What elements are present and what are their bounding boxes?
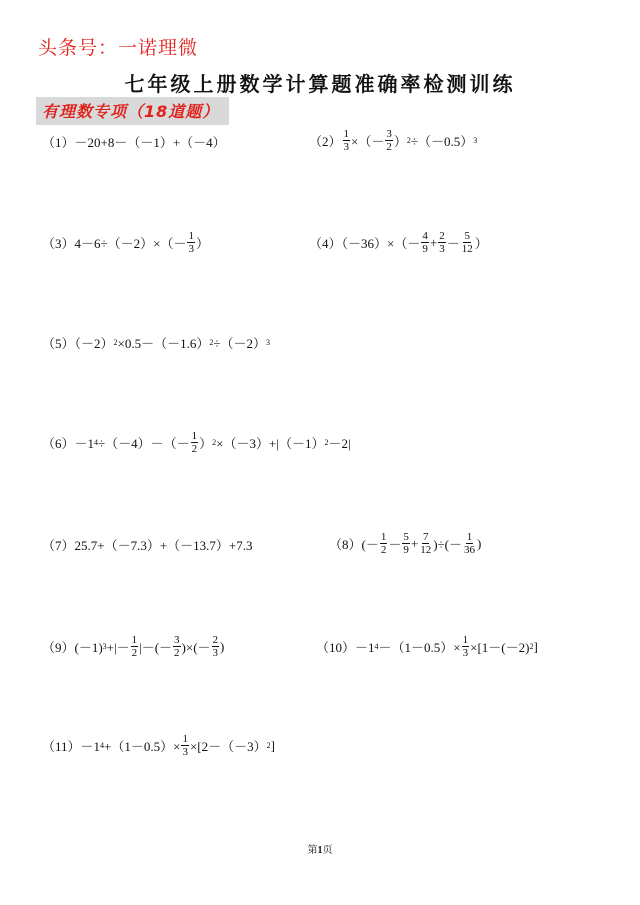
problem-4 xyxy=(309,230,488,255)
fraction-denominator: 3 xyxy=(439,243,445,255)
expression-text: )×(－ xyxy=(181,640,211,655)
expression-text: ） xyxy=(393,134,407,149)
fraction xyxy=(187,230,195,255)
fraction-numerator: 1 xyxy=(182,733,188,745)
fraction-numerator: 7 xyxy=(422,531,429,543)
expression-text: － xyxy=(446,236,460,251)
fraction-denominator: 2 xyxy=(174,647,180,659)
expression-text: ) xyxy=(477,535,482,551)
fraction-numerator: 1 xyxy=(131,634,138,646)
fraction-denominator: 12 xyxy=(461,243,473,255)
expression-text: + xyxy=(410,535,419,551)
exponent: 2 xyxy=(209,338,214,347)
fraction-numerator: 2 xyxy=(212,634,219,646)
fraction xyxy=(131,634,139,659)
expression-text: ÷（－4）－（－ xyxy=(98,436,190,451)
fraction-denominator: 9 xyxy=(403,544,409,556)
fraction-numerator: 5 xyxy=(464,230,470,242)
fraction-denominator: 3 xyxy=(212,647,219,659)
expression-text: ） xyxy=(474,236,488,251)
fraction xyxy=(181,733,189,758)
exponent: 3 xyxy=(266,338,270,347)
expression-text: )÷(－ xyxy=(433,537,462,552)
expression-text: ×（－ xyxy=(351,134,385,149)
expression-text: （9）(－1) xyxy=(42,640,103,655)
fraction-denominator: 36 xyxy=(464,544,475,556)
fraction-denominator: 3 xyxy=(188,243,194,255)
fraction xyxy=(463,531,476,556)
fraction-numerator: 1 xyxy=(466,531,473,543)
fraction-numerator: 1 xyxy=(191,430,198,442)
fraction-denominator: 9 xyxy=(422,243,428,255)
expression-text: －（1－0.5）× xyxy=(378,640,461,655)
exponent: 2 xyxy=(113,338,118,347)
expression-text: +|－ xyxy=(106,640,130,655)
fraction-numerator: 4 xyxy=(422,230,428,242)
fraction-numerator: 2 xyxy=(439,230,445,242)
expression-text: ×（－3）+|（－1） xyxy=(216,436,325,451)
fraction-denominator: 2 xyxy=(191,443,198,455)
fraction xyxy=(380,531,388,556)
fraction-denominator: 2 xyxy=(131,647,138,659)
expression-text: （2） xyxy=(309,134,342,149)
expression-text: （8）(－ xyxy=(329,537,379,552)
expression-text: |－(－ xyxy=(139,640,173,655)
fraction xyxy=(173,634,181,659)
exponent: 4 xyxy=(374,642,379,651)
expression-text: +（1－0.5）× xyxy=(104,739,181,754)
exponent: 2 xyxy=(266,741,271,750)
fraction-numerator: 5 xyxy=(403,531,409,543)
fraction-denominator: 3 xyxy=(343,141,350,153)
problem-10 xyxy=(316,634,538,659)
fraction-denominator: 2 xyxy=(386,141,392,153)
footer-suffix: 页 xyxy=(322,845,333,856)
expression-text: ×[2－（－3） xyxy=(189,739,267,754)
fraction xyxy=(402,531,410,556)
expression-text: ） xyxy=(195,236,209,251)
fraction-numerator: 3 xyxy=(174,634,180,646)
problem-1 xyxy=(42,132,226,151)
exponent: 3 xyxy=(102,642,107,651)
expression-text: ÷（－2） xyxy=(213,336,266,351)
fraction-denominator: 3 xyxy=(182,746,188,758)
problem-2 xyxy=(309,128,477,153)
problem-9 xyxy=(42,634,224,659)
expression-text: （4）（－36）×（－ xyxy=(309,236,421,251)
header-label: 头条号：一诺理微 xyxy=(38,37,199,59)
fraction xyxy=(462,634,470,659)
expression-text: ） xyxy=(199,436,213,451)
expression-text: （3）4－6÷（－2）×（－ xyxy=(42,236,187,251)
footer-page-number: 1 xyxy=(317,845,323,856)
problem-7 xyxy=(42,535,253,554)
exponent: 2 xyxy=(406,136,411,145)
expression-text: + xyxy=(429,234,438,250)
expression-text: （5）（－2） xyxy=(42,336,114,351)
exponent: 4 xyxy=(100,741,105,750)
expression-text: ×[1－(－2) xyxy=(470,640,530,655)
problem-5 xyxy=(42,333,270,352)
expression-text: （1）－20+8－（－1）+（－4） xyxy=(42,135,226,150)
fraction-numerator: 1 xyxy=(188,230,194,242)
exponent: 4 xyxy=(94,438,99,447)
fraction-denominator: 3 xyxy=(462,647,469,659)
problem-8 xyxy=(329,531,481,556)
problem-6 xyxy=(42,430,351,455)
fraction-numerator: 1 xyxy=(462,634,469,646)
expression-text: ] xyxy=(533,638,538,654)
exponent: 3 xyxy=(473,136,478,145)
exponent: 2 xyxy=(212,438,217,447)
expression-text: （7）25.7+（－7.3）+（－13.7）+7.3 xyxy=(42,538,253,553)
footer-prefix: 第 xyxy=(307,845,318,856)
problem-3 xyxy=(42,230,209,255)
exponent: 2 xyxy=(324,438,329,447)
page-title: 七年级上册数学计算题准确率检测训练 xyxy=(124,72,516,96)
fraction xyxy=(191,430,199,455)
expression-text: ) xyxy=(220,638,225,654)
expression-text: － xyxy=(388,537,402,552)
fraction-denominator: 2 xyxy=(380,544,387,556)
expression-text: ] xyxy=(270,737,275,753)
problem-11 xyxy=(42,733,275,758)
expression-text: ×0.5－（－1.6） xyxy=(117,336,210,351)
expression-text: ÷（－0.5） xyxy=(410,134,474,149)
expression-text: （6）－1 xyxy=(42,436,95,451)
fraction xyxy=(461,230,474,255)
fraction xyxy=(343,128,351,153)
fraction-numerator: 1 xyxy=(380,531,387,543)
expression-text: （10）－1 xyxy=(316,640,375,655)
expression-text: －2| xyxy=(328,436,351,451)
page-footer xyxy=(0,841,640,856)
fraction-numerator: 3 xyxy=(386,128,392,140)
fraction-denominator: 12 xyxy=(420,544,432,556)
expression-text: （11）－1 xyxy=(42,739,101,754)
fraction xyxy=(438,230,446,255)
fraction xyxy=(421,230,429,255)
fraction xyxy=(419,531,432,556)
exponent: 2 xyxy=(529,642,534,651)
fraction xyxy=(385,128,393,153)
fraction xyxy=(212,634,220,659)
section-heading: 有理数专项（18道题） xyxy=(36,97,229,125)
fraction-numerator: 1 xyxy=(343,128,350,140)
